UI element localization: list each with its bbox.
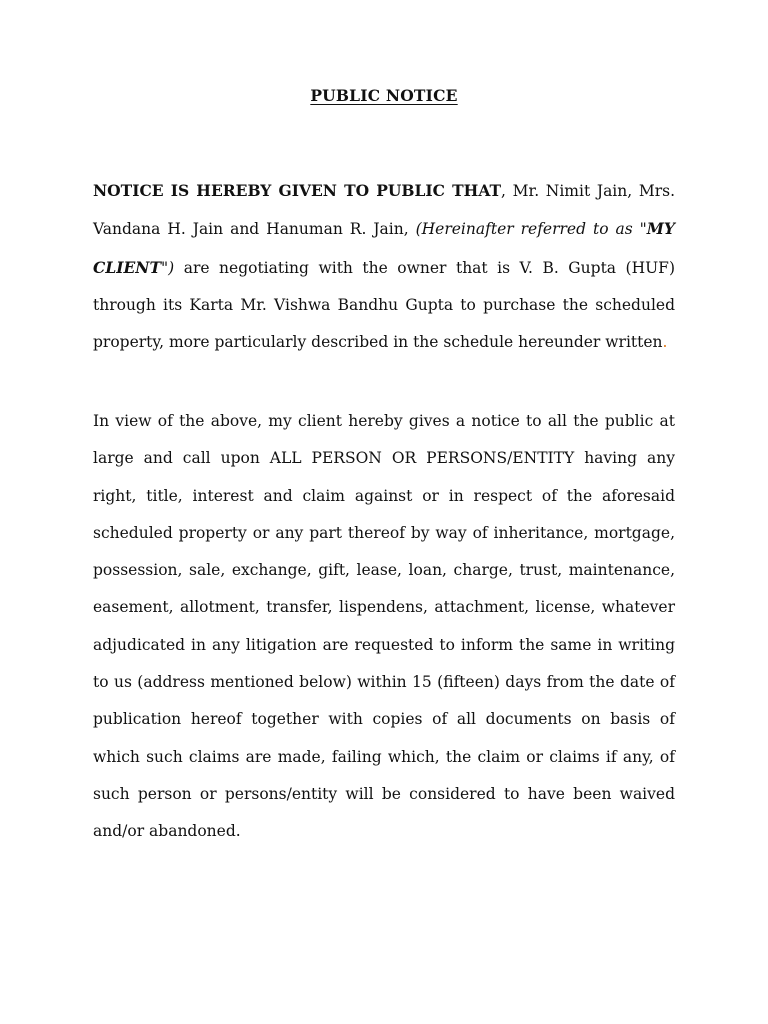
notice-title-text: PUBLIC NOTICE [310,86,458,105]
reference-term: MY CLIENT [93,219,675,277]
client-names: , Mr. Nimit Jain, Mrs. Vandana H. Jain and Hanuman R. Jain, [93,182,675,239]
reference-open: (Hereinafter referred to as " [415,220,647,239]
paragraph-1-body: are negotiating with the owner that is V. B. Gupta (HUF) through its Karta Mr. Vishwa Bandhu Gupta to purchase the scheduled property, more particularly described in the schedule hereunder written [93,258,675,352]
paragraph-1-period: . [662,333,668,352]
notice-title [0,86,768,105]
notice-lead: NOTICE IS HEREBY GIVEN TO PUBLIC THAT [93,181,502,200]
notice-paragraph-1 [93,172,675,361]
notice-paragraph-2: In view of the above, my client hereby gives a notice to all the public at large and call upon ALL PERSON OR PERSONS/ENTITY having any right, title, interest and claim against or in respect of the aforesaid scheduled property or any part thereof by way of inheritance, mortgage, possession, sale, exchange, gift, lease, loan, charge, trust, maintenance, easement, allotment, transfer, lispendens, attachment, license, whatever adjudicated in any litigation are requested to inform the same in writing to us (address mentioned below) within 15 (fifteen) days from the date of publication hereof together with copies of all documents on basis of which such claims are made, failing which, the claim or claims if any, of such person or persons/entity will be considered to have been waived and/or abandoned. [93,412,675,841]
reference-close: ") [161,258,175,277]
